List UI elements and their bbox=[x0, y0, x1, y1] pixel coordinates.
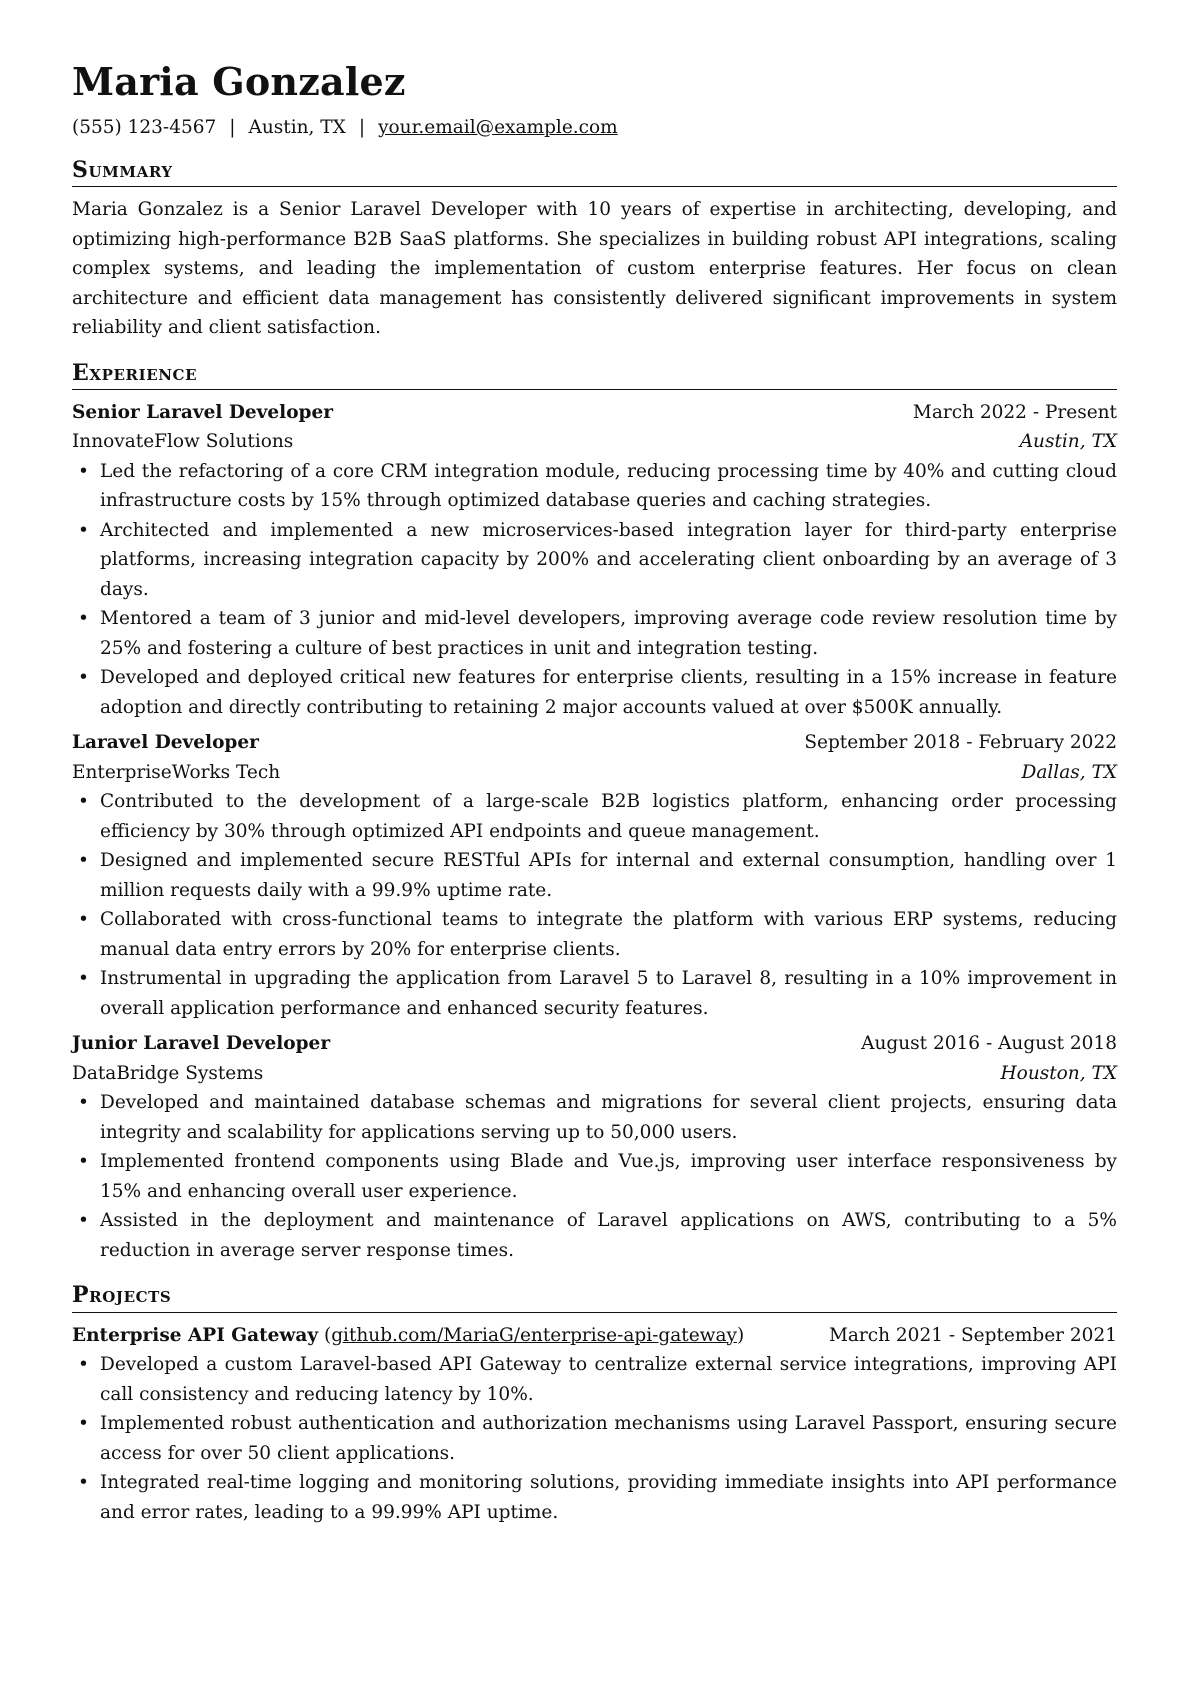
section-title-summary: Summary bbox=[72, 158, 1117, 187]
achievement-list bbox=[72, 1350, 1117, 1527]
achievement-bullet: • Implemented robust authentication and authorization mechanisms using Laravel Passport, ensuring secure access for over 50 client applications. bbox=[100, 1409, 1117, 1468]
achievement-bullet: • Assisted in the deployment and maintenance of Laravel applications on AWS, contributing to a 5% reduction in average server response times. bbox=[100, 1206, 1117, 1265]
job-location: Dallas, TX bbox=[1021, 761, 1117, 783]
job-dates: March 2022 - Present bbox=[912, 401, 1117, 423]
contact-separator: | bbox=[358, 116, 366, 138]
location: Austin, TX bbox=[248, 116, 346, 138]
projects-section bbox=[72, 1283, 1117, 1527]
job-location: Austin, TX bbox=[1019, 431, 1117, 453]
experience-entry bbox=[72, 1029, 1117, 1265]
achievement-bullet: • Led the refactoring of a core CRM integration module, reducing processing time by 40% and cutting cloud infrastructure costs by 15% through optimized database queries and caching strategies. bbox=[100, 457, 1117, 516]
project-entry bbox=[72, 1321, 1117, 1528]
job-title: Senior Laravel Developer bbox=[72, 401, 334, 423]
contact-separator: | bbox=[229, 116, 236, 138]
candidate-name: Maria Gonzalez bbox=[72, 59, 406, 104]
achievement-bullet: • Mentored a team of 3 junior and mid-level developers, improving average code review resolution time by 25% and fostering a culture of best practices in unit and integration testing. bbox=[100, 604, 1117, 663]
job-dates: August 2016 - August 2018 bbox=[861, 1033, 1117, 1055]
project-link[interactable]: github.com/MariaG/enterprise-api-gateway bbox=[331, 1324, 737, 1346]
achievement-bullet: • Contributed to the development of a large-scale B2B logistics platform, enhancing order processing efficiency by 30% through optimized API endpoints and queue management. bbox=[100, 787, 1117, 846]
achievement-bullet: • Designed and implemented secure RESTful APIs for internal and external consumption, handling over 1 million requests daily with a 99.9% uptime rate. bbox=[100, 846, 1117, 905]
job-location: Houston, TX bbox=[1000, 1062, 1117, 1084]
entry-header bbox=[72, 728, 1117, 758]
section-title-projects: Projects bbox=[72, 1283, 1117, 1312]
company-name: InnovateFlow Solutions bbox=[72, 431, 294, 453]
achievement-list bbox=[72, 1088, 1117, 1265]
achievement-bullet: • Architected and implemented a new microservices-based integration layer for third-party enterprise platforms, increasing integration capacity by 200% and accelerating client onboarding by an average of 3 days. bbox=[100, 516, 1117, 605]
experience-section bbox=[72, 361, 1117, 1266]
achievement-bullet: • Implemented frontend components using Blade and Vue.js, improving user interface responsiveness by 15% and enhancing overall user experience. bbox=[100, 1147, 1117, 1206]
entry-subheader bbox=[72, 758, 1117, 788]
achievement-bullet: • Developed and deployed critical new features for enterprise clients, resulting in a 15% increase in feature adoption and directly contributing to retaining 2 major accounts valued at over $500K annually. bbox=[100, 663, 1117, 722]
email-link[interactable]: your.email@example.com bbox=[378, 116, 618, 138]
project-dates: March 2021 - September 2021 bbox=[828, 1324, 1117, 1346]
contact-line bbox=[72, 116, 1117, 140]
achievement-bullet: • Developed a custom Laravel-based API Gateway to centralize external service integrations, improving API call consistency and reducing latency by 10%. bbox=[100, 1350, 1117, 1409]
achievement-list bbox=[72, 787, 1117, 1023]
job-dates: September 2018 - February 2022 bbox=[804, 732, 1117, 754]
summary-text: Maria Gonzalez is a Senior Laravel Developer with 10 years of expertise in architecting, developing, and optimizing high-performance B2B SaaS platforms. She specializes in building robust API integrations, scaling complex systems, and leading the implementation of custom enterprise features. Her focus on clean architecture and efficient data management has consistently delivered significant improvements in system reliability and client satisfaction. bbox=[72, 199, 1117, 339]
achievement-list bbox=[72, 457, 1117, 723]
achievement-bullet: • Developed and maintained database schemas and migrations for several client projects, ensuring data integrity and scalability for applications serving up to 50,000 users. bbox=[100, 1088, 1117, 1147]
experience-entry bbox=[72, 728, 1117, 1023]
entry-header bbox=[72, 1321, 1117, 1351]
job-title: Junior Laravel Developer bbox=[72, 1033, 331, 1055]
job-title: Laravel Developer bbox=[72, 732, 259, 754]
entry-header bbox=[72, 398, 1117, 428]
project-name: Enterprise API Gateway bbox=[72, 1324, 319, 1346]
entry-subheader bbox=[72, 427, 1117, 457]
phone-number: (555) 123-4567 bbox=[72, 116, 217, 138]
experience-entry bbox=[72, 398, 1117, 723]
section-title-experience: Experience bbox=[72, 361, 1117, 390]
entry-subheader bbox=[72, 1059, 1117, 1089]
company-name: EnterpriseWorks Tech bbox=[72, 761, 281, 783]
achievement-bullet: • Integrated real-time logging and monitoring solutions, providing immediate insights into API performance and error rates, leading to a 99.99% API uptime. bbox=[100, 1468, 1117, 1527]
achievement-bullet: • Instrumental in upgrading the application from Laravel 5 to Laravel 8, resulting in a 10% improvement in overall application performance and enhanced security features. bbox=[100, 964, 1117, 1023]
summary-section bbox=[72, 158, 1117, 343]
company-name: DataBridge Systems bbox=[72, 1062, 264, 1084]
project-heading: Enterprise API Gateway (github.com/MariaG/enterprise-api-gateway) bbox=[72, 1324, 745, 1346]
entry-header bbox=[72, 1029, 1117, 1059]
achievement-bullet: • Collaborated with cross-functional teams to integrate the platform with various ERP systems, reducing manual data entry errors by 20% for enterprise clients. bbox=[100, 905, 1117, 964]
